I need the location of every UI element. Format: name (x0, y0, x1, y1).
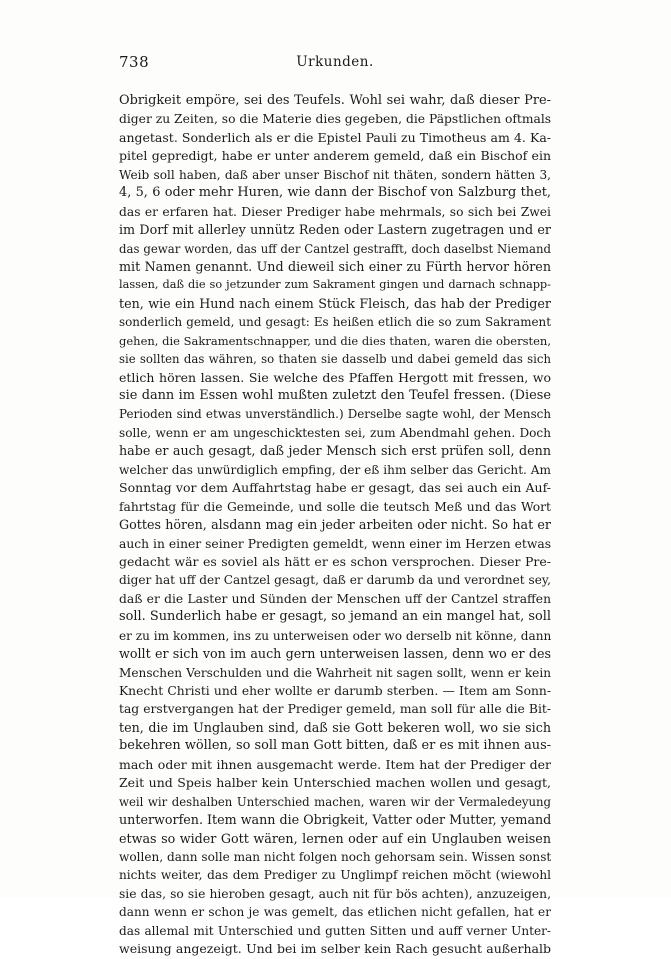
text-line: Perioden sind etwas unverständlich.) Derselbe sagte wohl, der Mensch (119, 407, 551, 422)
text-line: Knecht Christi und eher wollte er darumb sterben. — Item am Sonn- (119, 684, 551, 698)
text-line: tag erstvergangen hat der Prediger gemeld, man soll für alle die Bit- (119, 702, 551, 717)
text-line: auch in einer seiner Predigten gemeldt, wenn einer im Herzen etwas (119, 536, 551, 551)
text-line: Zeit und Speis halber kein Unterschied machen wollen und gesagt, (119, 775, 551, 791)
text-line: wollen, dann solle man nicht folgen noch gehorsam sein. Wissen sonst (119, 849, 551, 864)
text-line: solle, wenn er am ungeschicktesten sei, zum Abendmahl gehen. Doch (119, 425, 551, 440)
text-line: mach oder mit ihnen ausgemacht werde. Item hat der Prediger der (119, 756, 551, 772)
running-title: Urkunden. (296, 54, 374, 70)
text-line: gehen, die Sakramentschnapper, und die dies thaten, waren die obersten, (119, 333, 551, 348)
text-line: sonderlich gemeld, und gesagt: Es heißen etlich die so zum Sakrament (119, 315, 551, 330)
text-line: unterworfen. Item wann die Obrigkeit, Vatter oder Mutter, yemand (119, 812, 551, 828)
text-line: das er erfaren hat. Dieser Prediger habe mehrmals, so sich bei Zwei (119, 204, 551, 219)
page-header (119, 53, 551, 73)
text-line: weisung angezeigt. Und bei im selber kein Rach gesucht außerhalb (119, 941, 551, 957)
text-line: gedacht wär es soviel als hätt er es schon versprochen. Dieser Pre- (119, 553, 551, 569)
page-number: 738 (119, 53, 150, 71)
text-line: Gottes hören, alsdann mag ein jeder arbeiten oder nicht. So hat er (119, 517, 551, 533)
text-line: welcher das unwürdiglich empfing, der eß ihm selber das Gericht. Am (119, 462, 551, 477)
text-line: sie das, so sie hieroben gesagt, auch nit für bös achten), anzuzeigen, (119, 886, 551, 901)
text-line: habe er auch gesagt, daß jeder Mensch sich erst prüfen soll, denn (119, 443, 551, 459)
text-line: Menschen Verschulden und die Wahrheit nit sagen sollt, wenn er kein (119, 665, 551, 680)
text-line: das allemal mit Unterschied und gutten Sitten und auff verner Unter- (119, 923, 551, 938)
text-line: ten, die im Unglauben sind, daß sie Gott bekeren woll, wo sie sich (119, 719, 551, 735)
text-line: sie sollten das währen, so thaten sie dasselb und dabei gemeld das sich (119, 352, 551, 367)
text-line: das gewar worden, das uff der Cantzel gestrafft, doch daselbst Niemand (119, 241, 551, 256)
text-line: lassen, daß die so jetzunder zum Sakrament gingen und darnach schnapp- (119, 278, 551, 292)
text-line: etlich hören lassen. Sie welche des Pfaffen Hergott mit fressen, wo (119, 369, 551, 385)
text-line: daß er die Laster und Sünden der Menschen uff der Cantzel straffen (119, 591, 551, 606)
text-line: Sonntag vor dem Auffahrtstag habe er gesagt, das sei auch ein Auf- (119, 480, 551, 496)
text-line: ten, wie ein Hund nach einem Stück Fleisch, das hab der Prediger (119, 295, 551, 311)
text-line: 4, 5, 6 oder mehr Huren, wie dann der Bischof von Salzburg thet, (119, 185, 551, 201)
text-line: diger hat uff der Cantzel gesagt, daß er darumb da und verordnet sey, (119, 573, 551, 588)
text-line: mit Namen genannt. Und dieweil sich einer zu Fürth hervor hören (119, 258, 551, 274)
text-line: etwas so wider Gott wären, lernen oder auf ein Unglauben weisen (119, 830, 551, 846)
text-line: diger zu Zeiten, so die Materie dies gegeben, die Päpstlichen oftmals (119, 112, 551, 127)
text-line: pitel gepredigt, habe er unter anderem gemeld, daß ein Bischof ein (119, 148, 551, 164)
text-line: dann wenn er schon je was gemelt, das etlichen nicht gefallen, hat er (119, 905, 551, 920)
text-line: nichts weiter, das dem Prediger zu Unglimpf reichen möcht (wiewohl (119, 868, 551, 883)
text-line: fahrtstag für die Gemeinde, und solle die teutsch Meß und das Wort (119, 499, 551, 514)
text-line: Weib soll haben, daß aber unser Bischof nit thäten, sondern hätten 3, (119, 167, 551, 182)
text-line: im Dorf mit allerley unnütz Reden oder Lastern zugetragen und er (119, 222, 551, 238)
text-line: angetast. Sonderlich als er die Epistel Pauli zu Timotheus am 4. Ka- (119, 129, 551, 145)
text-line: wollt er sich von im auch gern unterweisen lassen, denn wo er des (119, 646, 551, 662)
text-line: Obrigkeit empöre, sei des Teufels. Wohl sei wahr, daß dieser Pre- (119, 93, 551, 108)
text-line: sie dann im Essen wohl mußten zuletzt den Teufel fressen. (Diese (119, 388, 551, 403)
body-text (119, 92, 551, 959)
text-line: er zu im kommen, ins zu unterweisen oder wo derselb nit könne, dann (119, 628, 551, 643)
text-line: weil wir deshalben Unterschied machen, waren wir der Vermaledeyung (119, 794, 551, 809)
text-line: soll. Sunderlich habe er gesagt, so jemand an ein mangel hat, soll (119, 609, 551, 625)
text-line: bekehren wöllen, so soll man Gott bitten, daß er es mit ihnen aus- (119, 738, 551, 754)
